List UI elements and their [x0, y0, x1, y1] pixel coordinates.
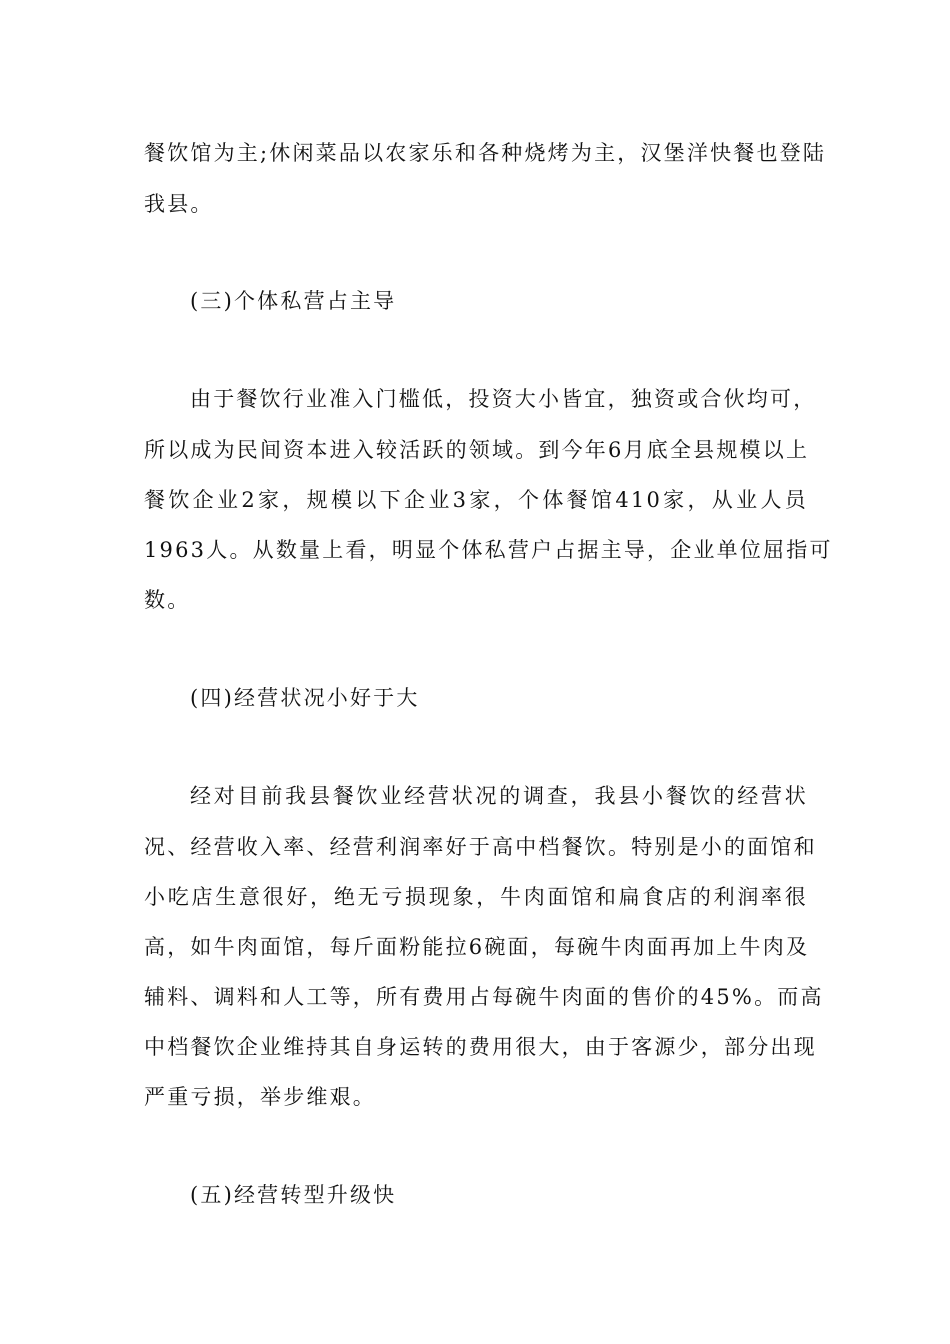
paragraph-line: 高，如牛肉面馆，每斤面粉能拉6碗面，每碗牛肉面再加上牛肉及 — [144, 935, 810, 959]
section-heading: (四)经营状况小好于大 — [190, 686, 420, 710]
paragraph-line: 数。 — [144, 588, 191, 612]
paragraph-line: 餐饮企业2家，规模以下企业3家，个体餐馆410家，从业人员 — [144, 488, 808, 512]
paragraph-line: 餐饮馆为主;休闲菜品以农家乐和各种烧烤为主，汉堡洋快餐也登陆 — [144, 141, 827, 165]
paragraph-line: 辅料、调料和人工等，所有费用占每碗牛肉面的售价的45%。而高 — [144, 985, 824, 1009]
paragraph-line: 我县。 — [144, 192, 214, 216]
paragraph-line: 经对目前我县餐饮业经营状况的调查，我县小餐饮的经营状 — [190, 784, 808, 808]
paragraph-line: 严重亏损，举步维艰。 — [144, 1085, 376, 1109]
paragraph-line: 1963人。从数量上看，明显个体私营户占据主导，企业单位屈指可 — [144, 538, 833, 562]
paragraph-line: 中档餐饮企业维持其自身运转的费用很大，由于客源少，部分出现 — [144, 1035, 817, 1059]
paragraph-line: 由于餐饮行业准入门槛低，投资大小皆宜，独资或合伙均可， — [190, 387, 817, 411]
section-heading: (五)经营转型升级快 — [190, 1183, 397, 1207]
section-heading: (三)个体私营占主导 — [190, 289, 397, 313]
paragraph-line: 况、经营收入率、经营利润率好于高中档餐饮。特别是小的面馆和 — [144, 835, 817, 859]
paragraph-line: 小吃店生意很好，绝无亏损现象，牛肉面馆和扁食店的利润率很 — [144, 885, 808, 909]
paragraph-line: 所以成为民间资本进入较活跃的领域。到今年6月底全县规模以上 — [144, 438, 810, 462]
